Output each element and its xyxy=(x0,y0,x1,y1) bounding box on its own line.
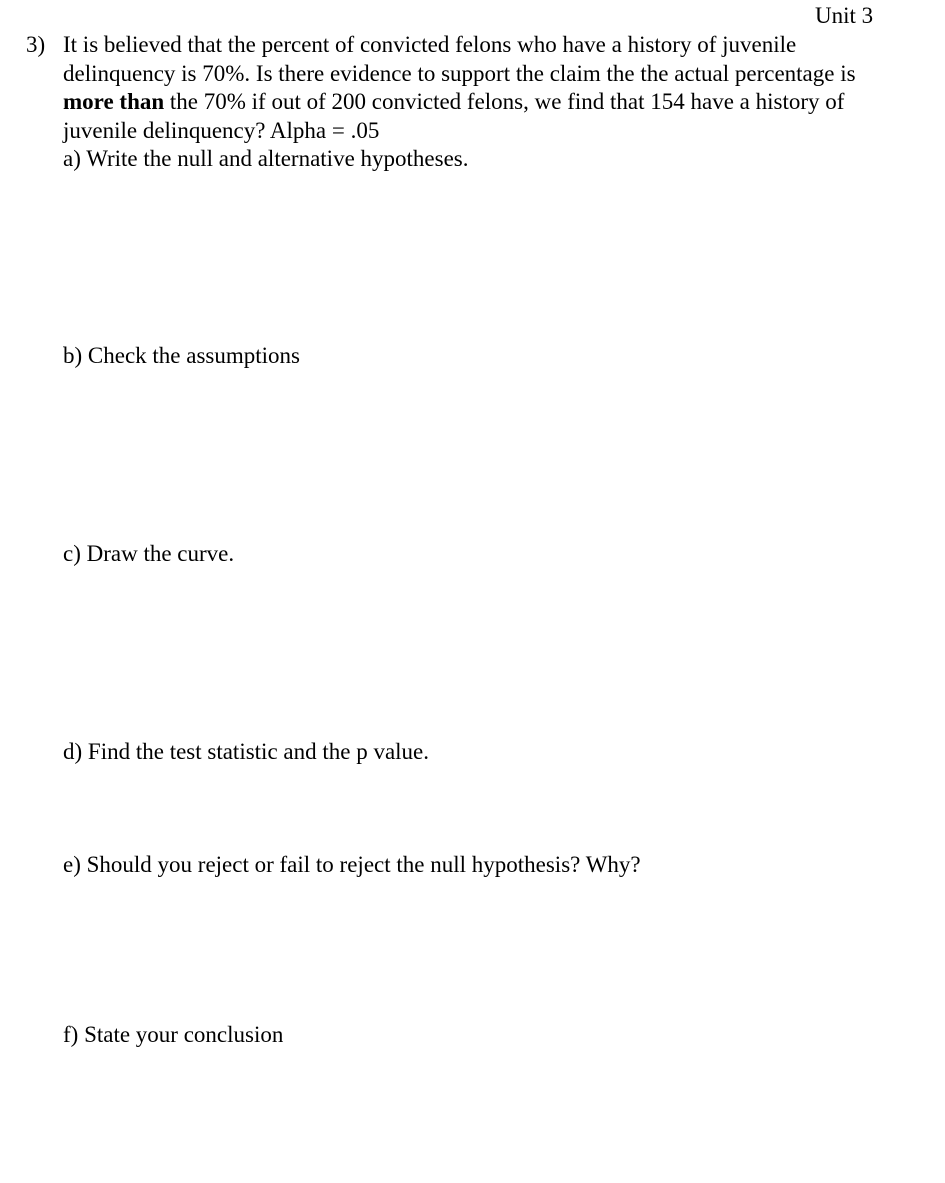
unit-label: Unit 3 xyxy=(815,3,874,28)
question-number: 3) xyxy=(26,32,46,57)
part-a-prompt: a) Write the null and alternative hypotheses. xyxy=(63,146,469,171)
question-text-before-bold: It is believed that the percent of convicted felons who have a history of juvenile delinquency is 70%. Is there evidence to support the claim the the actual percentage is xyxy=(63,32,856,86)
part-c-prompt: c) Draw the curve. xyxy=(63,541,235,566)
part-f-prompt: f) State your conclusion xyxy=(63,1022,284,1047)
question-emphasis: more than xyxy=(63,89,165,114)
part-b-prompt: b) Check the assumptions xyxy=(63,343,300,368)
part-d-prompt: d) Find the test statistic and the p value. xyxy=(63,739,430,764)
question-prompt xyxy=(63,31,878,145)
part-e-prompt: e) Should you reject or fail to reject the null hypothesis? Why? xyxy=(63,852,641,877)
question-text-after-bold: the 70% if out of 200 convicted felons, we find that 154 have a history of juvenile delinquency? Alpha = .05 xyxy=(63,89,845,143)
question-body xyxy=(63,31,878,174)
